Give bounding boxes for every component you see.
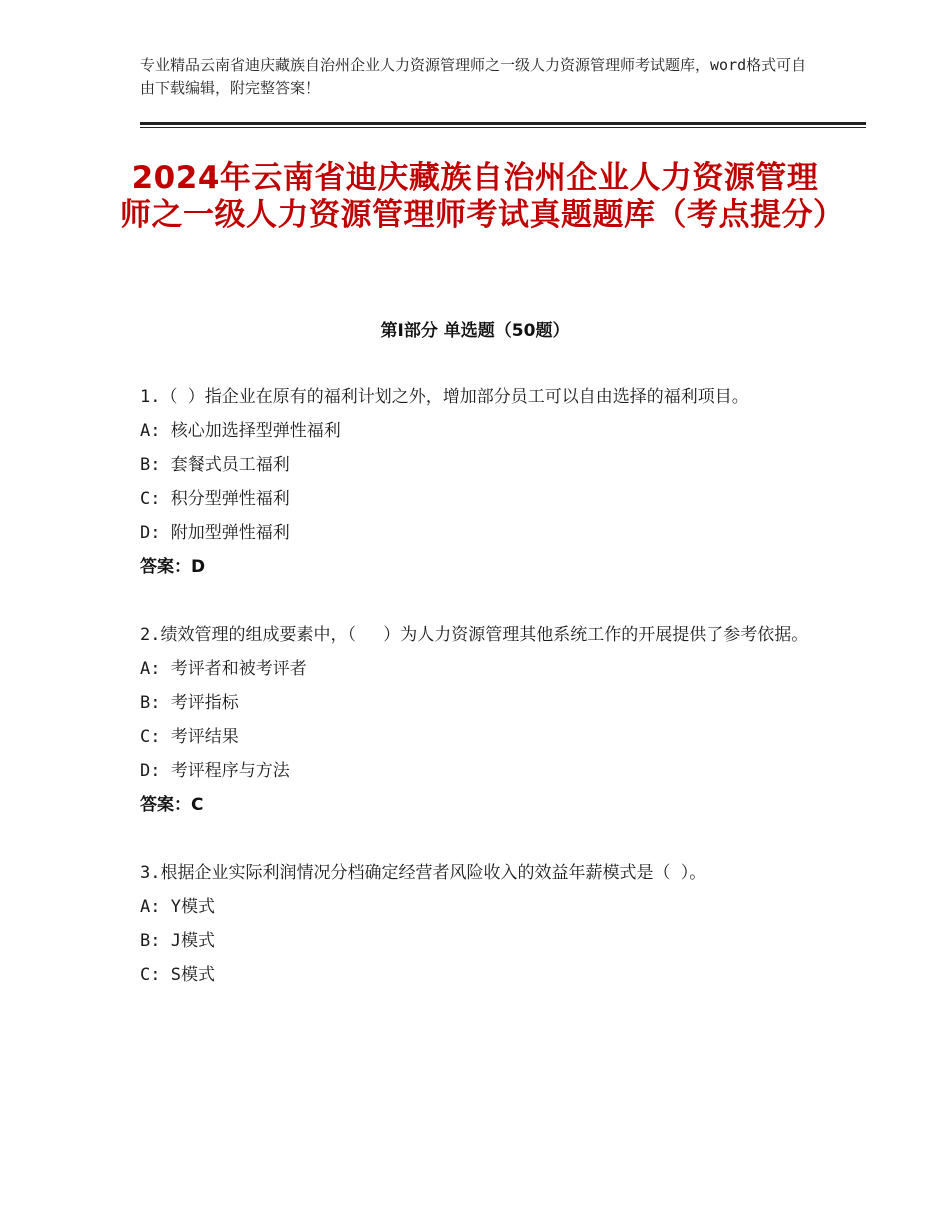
header-note: 专业精品云南省迪庆藏族自治州企业人力资源管理师之一级人力资源管理师考试题库，word格式可自由下载编辑，附完整答案！ [140,56,807,97]
option-c: C: 积分型弹性福利 [140,489,290,509]
option-c: C: 考评结果 [140,727,239,747]
option-a: A: 考评者和被考评者 [140,659,307,679]
option-b: B: J模式 [140,931,215,951]
answer: 答案：C [140,795,204,815]
header-rule-thick [140,122,866,125]
question-3 [140,856,810,992]
option-c: C: S模式 [140,965,215,985]
question-stem: 2.绩效管理的组成要素中，（ ）为人力资源管理其他系统工作的开展提供了参考依据。 [140,625,809,645]
question-stem: 1.（ ）指企业在原有的福利计划之外，增加部分员工可以自由选择的福利项目。 [140,387,749,407]
question-1 [140,380,810,584]
option-d: D: 考评程序与方法 [140,761,290,781]
question-2 [140,618,810,822]
document-title: 2024年云南省迪庆藏族自治州企业人力资源管理师之一级人力资源管理师考试真题题库（考点提分） [120,160,845,233]
option-b: B: 考评指标 [140,693,239,713]
answer: 答案：D [140,557,206,577]
option-b: B: 套餐式员工福利 [140,455,290,475]
option-a: A: 核心加选择型弹性福利 [140,421,341,441]
option-a: A: Y模式 [140,897,215,917]
section-title: 第Ⅰ部分 单选题（50题） [380,321,570,341]
option-d: D: 附加型弹性福利 [140,523,290,543]
header-rule-thin [140,127,866,128]
question-stem: 3.根据企业实际利润情况分档确定经营者风险收入的效益年薪模式是（ ）。 [140,863,707,883]
question-list [140,380,810,1026]
